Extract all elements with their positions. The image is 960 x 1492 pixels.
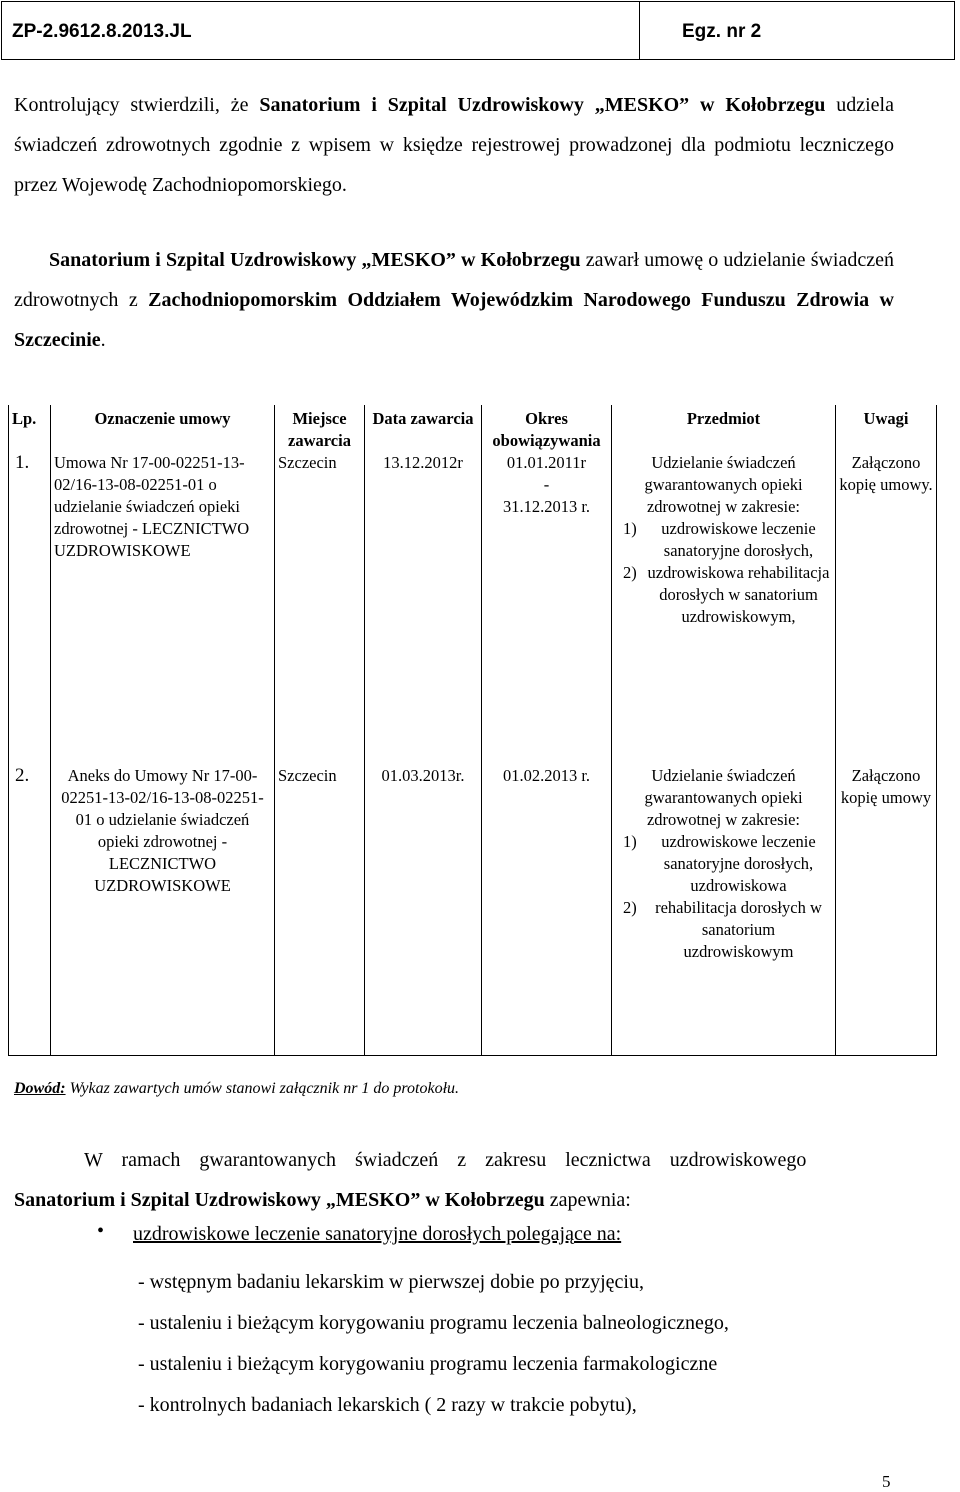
- reference-number: ZP-2.9612.8.2013.JL: [2, 2, 640, 59]
- col-header-miejsce: Miejsce zawarcia: [275, 405, 365, 452]
- contracts-table: [8, 405, 937, 1056]
- list-item: - wstępnym badaniu lekarskim w pierwszej dobie po przyjęciu,: [138, 1271, 644, 1293]
- contract-remarks: Załączono kopię umowy.: [836, 452, 937, 757]
- list-item: - ustaleniu i bieżącym korygowaniu programu leczenia farmakologiczne: [138, 1353, 718, 1375]
- contract-place: Szczecin: [275, 757, 365, 1056]
- bullet-heading: uzdrowiskowe leczenie sanatoryjne dorosłych polegające na:: [133, 1223, 622, 1245]
- paragraph-services: W ramach gwarantowanych świadczeń z zakresu lecznictwa uzdrowiskowego Sanatorium i Szpital Uzdrowiskowy „MESKO” w Kołobrzegu zapewnia:: [14, 1149, 807, 1211]
- contract-subject: Udzielanie świadczeń gwarantowanych opieki zdrowotnej w zakresie: 1) uzdrowiskowe leczenie sanatoryjne dorosłych, 2) uzdrowiskowa rehabilitacja dorosłych w sanatorium uzdrowiskowym,: [612, 452, 836, 757]
- page-number: 5: [882, 1472, 891, 1491]
- contract-designation: Aneks do Umowy Nr 17-00-02251-13-02/16-13-08-02251-01 o udzielanie świadczeń opieki zdrowotnej - LECZNICTWO UZDROWISKOWE: [51, 757, 275, 1056]
- col-header-oznaczenie: Oznaczenie umowy: [51, 405, 275, 452]
- evidence-note: Dowód: Wykaz zawartych umów stanowi załącznik nr 1 do protokołu.: [14, 1080, 460, 1097]
- list-item: 2) rehabilitacja dorosłych w sanatorium uzdrowiskowym: [623, 898, 822, 961]
- entity-name: Sanatorium i Szpital Uzdrowiskowy „MESKO” w Kołobrzegu: [259, 94, 826, 116]
- services-list: [138, 1262, 729, 1426]
- contract-designation: Umowa Nr 17-00-02251-13-02/16-13-08-02251-01 o udzielanie świadczeń opieki zdrowotnej - LECZNICTWO UZDROWISKOWE: [51, 452, 275, 757]
- contract-place: Szczecin: [275, 452, 365, 757]
- contract-date: 13.12.2012r: [365, 452, 482, 757]
- bullet-icon: •: [97, 1220, 105, 1242]
- col-header-okres: Okres obowiązywania: [482, 405, 612, 452]
- document-header: [1, 1, 955, 60]
- paragraph-inspection: Kontrolujący stwierdzili, że Sanatorium i Szpital Uzdrowiskowy „MESKO” w Kołobrzegu udziela świadczeń zdrowotnych zgodnie z wpisem w księdze rejestrowej prowadzonej dla podmiotu leczniczego przez Wojewodę Zachodniopomorskiego.: [14, 94, 894, 196]
- col-header-uwagi: Uwagi: [836, 405, 937, 452]
- list-item: 2) uzdrowiskowa rehabilitacja dorosłych w sanatorium uzdrowiskowym,: [623, 563, 830, 626]
- list-item: - ustaleniu i bieżącym korygowaniu programu leczenia balneologicznego,: [138, 1312, 729, 1334]
- list-item: 1) uzdrowiskowe leczenie sanatoryjne dorosłych, uzdrowiskowa: [623, 832, 816, 895]
- list-item: - kontrolnych badaniach lekarskich ( 2 razy w trakcie pobytu),: [138, 1394, 637, 1416]
- col-header-data: Data zawarcia: [365, 405, 482, 452]
- contract-period: 01.01.2011r - 31.12.2013 r.: [482, 452, 612, 757]
- paragraph-contract: Sanatorium i Szpital Uzdrowiskowy „MESKO” w Kołobrzegu zawarł umowę o udzielanie świadczeń zdrowotnych z Zachodniopomorskim Oddziałem Wojewódzkim Narodowego Funduszu Zdrowia w Szczecinie.: [14, 249, 894, 351]
- table-header-row: [9, 405, 937, 452]
- table-row: 2. Aneks do Umowy Nr 17-00-02251-13-02/16-13-08-02251-01 o udzielanie świadczeń opieki zdrowotnej - LECZNICTWO UZDROWISKOWE Szczecin 01.03.2013r. 01.02.2013 r. Udzielanie świadczeń gwarantowanych opieki zdrowotnej w zakresie: 1) uzdrowiskowe leczenie sanatoryjne dorosłych, uzdrowiskowa 2) rehabilitacja dorosłych w sanatorium uzdrowiskowym Załączono kopię umowy: [9, 757, 937, 1056]
- contract-subject: Udzielanie świadczeń gwarantowanych opieki zdrowotnej w zakresie: 1) uzdrowiskowe leczenie sanatoryjne dorosłych, uzdrowiskowa 2) rehabilitacja dorosłych w sanatorium uzdrowiskowym: [612, 757, 836, 1056]
- contract-date: 01.03.2013r.: [365, 757, 482, 1056]
- col-header-lp: Lp.: [9, 405, 51, 452]
- copy-number: Egz. nr 2: [682, 21, 762, 42]
- nfz-branch: Zachodniopomorskim Oddziałem Wojewódzkim Narodowego Funduszu Zdrowia w Szczecinie: [14, 289, 894, 351]
- contract-period: 01.02.2013 r.: [482, 757, 612, 1056]
- entity-name: Sanatorium i Szpital Uzdrowiskowy „MESKO” w Kołobrzegu: [49, 249, 581, 271]
- col-header-przedmiot: Przedmiot: [612, 405, 836, 452]
- evidence-label: Dowód:: [14, 1080, 66, 1097]
- table-row: 1. Umowa Nr 17-00-02251-13-02/16-13-08-02251-01 o udzielanie świadczeń opieki zdrowotnej - LECZNICTWO UZDROWISKOWE Szczecin 13.12.2012r 01.01.2011r - 31.12.2013 r. Udzielanie świadczeń gwarantowanych opieki zdrowotnej w zakresie: 1) uzdrowiskowe leczenie sanatoryjne dorosłych, 2) uzdrowiskowa rehabilitacja dorosłych w sanatorium uzdrowiskowym, Załączono kopię umowy.: [9, 452, 937, 757]
- contract-remarks: Załączono kopię umowy: [836, 757, 937, 1056]
- list-item: 1) uzdrowiskowe leczenie sanatoryjne dorosłych,: [623, 519, 816, 560]
- entity-name: Sanatorium i Szpital Uzdrowiskowy „MESKO” w Kołobrzegu: [14, 1189, 545, 1211]
